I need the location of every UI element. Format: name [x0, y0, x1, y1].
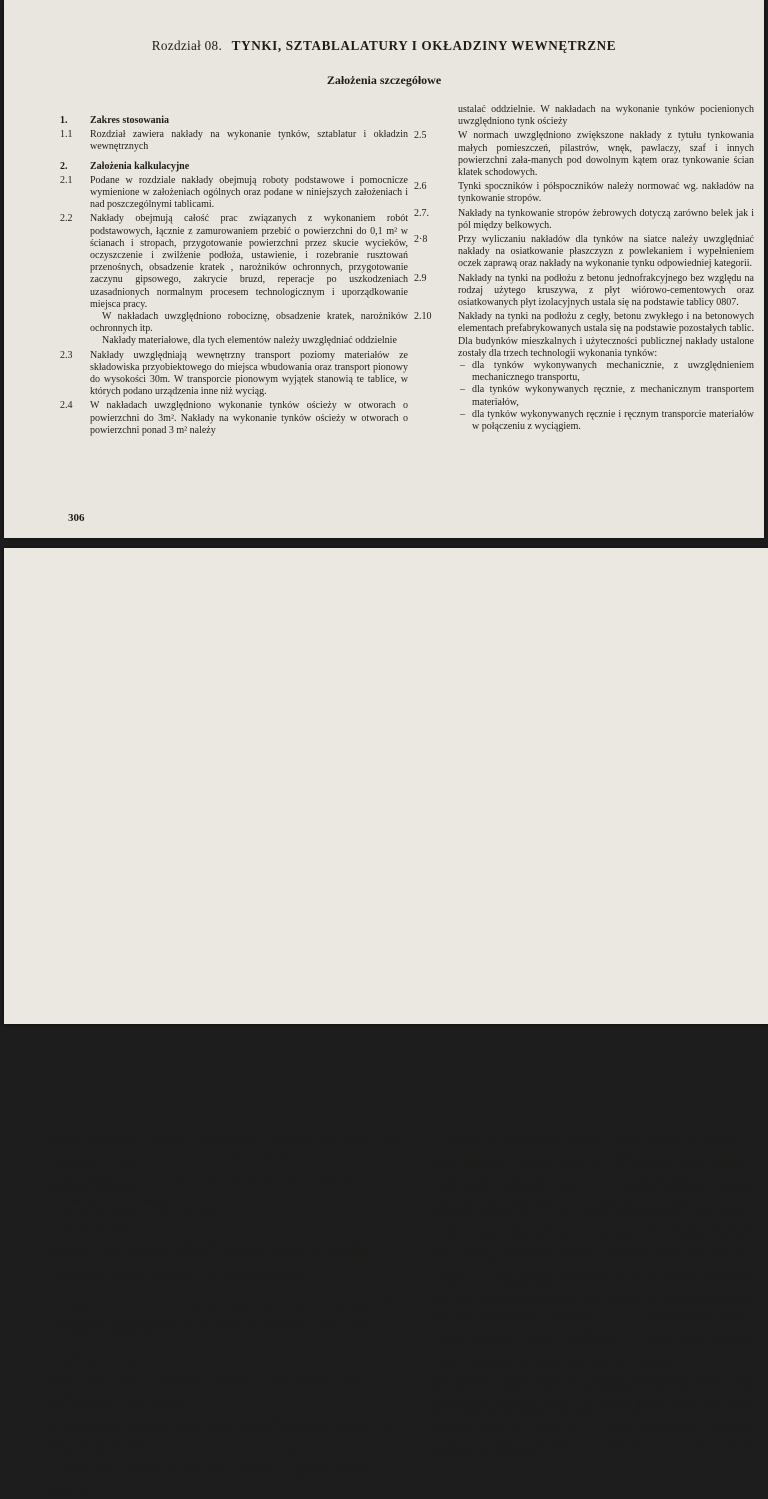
section-item — [20, 1135, 370, 1233]
section-item — [20, 1235, 370, 1284]
section-number: 2.6 — [414, 181, 427, 193]
section-item — [20, 1362, 370, 1447]
section-number: 4.4. — [384, 1295, 399, 1307]
section-number: 3. — [20, 1290, 28, 1302]
paragraph: Powierzchnie kolumn i półkolumn o przekroju okrągłym i owalnym oblicza się wg. opisanego prostokąta lub jego trzech boków w największym przekroju przez największą wysokość. — [50, 1411, 370, 1447]
section-item — [20, 1450, 370, 1499]
section-body — [458, 273, 754, 310]
section-body — [50, 1450, 370, 1499]
section-body — [50, 1290, 370, 1302]
dash-list — [50, 1196, 370, 1233]
section-body — [428, 1310, 756, 1371]
list-item: – dla tynków wykonywanych ręcznie i ręcznym transporcie materiałów w połączeniu z wyciągiem. — [458, 409, 754, 433]
list-item: – pompy do zapraw H = 30 m, do 3 m³/h, — [50, 1208, 370, 1220]
section-number: 2.7. — [414, 207, 429, 219]
section-body — [90, 213, 408, 347]
section-number: 2.4 — [60, 400, 73, 412]
section-number: 2.12. — [20, 1234, 40, 1246]
section-number: 2.1 — [60, 174, 73, 186]
section-text: Przy wyliczaniu nakładów dla tynków na siatce należy uwzględniać nakłady na osiatkowanie płaszczyzn z powlekaniem i wypełnieniem oczek zaprawą oraz nakłady na wykonanie tynku odpowiedniej kategorii. — [458, 234, 754, 270]
section-text: Szczegółowe wymagania w zakresie wykonania tynków i okładzin wewnętrznych podają aktualne Warunki techniczne wykonania i odbioru robót budowlano-montażowych. — [50, 1304, 370, 1341]
section-text: Tynki spoczników i półspoczników należy normować wg. nakładów na tynkowanie stropów. — [458, 181, 754, 205]
section-item — [414, 273, 754, 310]
section-body — [90, 400, 408, 437]
section-text: W nakładach uwzględniono wykonanie tynków ościeży w otworach o powierzchni do 3m². Nakłady na wykonanie tynków ościeży w otworach o powierzchni ponad 3 m² należy — [90, 400, 408, 436]
section-number: 2.5 — [414, 130, 427, 142]
section-body — [428, 1424, 756, 1461]
section-item — [384, 1310, 756, 1371]
top-left-column — [60, 115, 408, 437]
section-text: Tynki ścianek na siatce oblicza się w metrach kwadratowych. Jeżeli grubość szkieletu nie przekracza 20 mm, powierzchnie tynku przyjmuje się jak jednostronną powierzchnię ścianki. Przy większej grubości każdą stronę ścianki należy normować jak ściankę tynkowaną jednostronnie. — [428, 1372, 756, 1421]
section-text: Rozdział zawiera nakłady na wykonanie tynków, sztablatur i okładzin wewnętrznych — [90, 129, 408, 153]
section-item — [414, 130, 754, 179]
section-item — [414, 104, 754, 128]
section-item — [384, 1424, 756, 1461]
section-text: Nakłady przewidują do transportu mechanicznego materiałów zastosowanie przy tynkowaniu budynków do 8 kondygnacji agregatów tynkarskich o wydajności 1,1-3m³/h. — [50, 1135, 370, 1171]
section-body — [90, 129, 408, 153]
section-subtitle: Założenia szczegółowe — [326, 73, 442, 87]
list-item: – pompy do zapraw H = 30 m, do 6 m³/h. — [50, 1220, 370, 1232]
section-item — [414, 234, 754, 271]
section-body — [50, 1135, 370, 1233]
bottom-page — [4, 548, 768, 1498]
section-text: Z nakładów na powierzchnie tynków i gładzi potrąca się nakłady na powierzchnie nieotynkowane, powierzchnie ciągnione lub obróbek kamiennych i innych, jeżeli każda z nich jest większa niż 1 m². Potrąca się również nakłady na otwory o powierzchni ponad 1 m², jeżeli ościeża ich są nieotynkowane — [428, 1135, 756, 1183]
section-text: Założenia kalkulacyjne — [90, 160, 190, 172]
section-number: 2.9 — [414, 272, 427, 284]
section-number: 4.5. — [384, 1309, 399, 1321]
paragraph: Otwory w obramowaniach ciągnionych oblicza się według zewnętrznych wymiarów obrysu obramowania. — [428, 1269, 756, 1293]
section-number: 1.1 — [60, 129, 73, 141]
section-text: Nakłady na tynkowanie stropów żebrowych dotyczą zarówno belek jak i pól między belkowych. — [458, 207, 754, 231]
paragraph: Złącza, niezależnie od rodzaju złącza, liczy się w sztukach. — [440, 1358, 677, 1370]
paragraph: Dla budynków do 16 kondygnacji przewidziane jest użycie następujących zestawów tynkarskich: — [50, 1171, 370, 1195]
section-text: Podane w rozdziale nakłady obejmują roboty podstawowe i pomocnicze wymienione w założeniach ogólnych oraz podane w niniejszych założeniach i nad poszczególnymi tablicami. — [90, 174, 408, 211]
bottom-left-column — [20, 1133, 370, 1499]
section-body — [90, 350, 408, 399]
section-heading — [20, 1348, 370, 1360]
chapter-name: TYNKI, SZTABLALATURY I OKŁADZINY WEWNĘTRZNE — [231, 38, 617, 53]
section-text: W normach uwzględniono zwiększone nakłady z tytułu tynkowania małych pomieszczeń, pilastrów, wnęk, pawlaczy, szaf i innych powierzchni zała-manych pod dowolnym kątem oraz tynkowanie ścian klatek schodowych. — [458, 130, 754, 179]
paragraph: Nakłady materiałowe, dla tych elementów należy uwzględniać oddzielnie — [102, 335, 397, 347]
section-number — [414, 104, 458, 128]
section-body — [458, 234, 754, 271]
section-body — [458, 311, 754, 433]
section-body — [428, 1135, 756, 1294]
section-item — [60, 175, 408, 212]
section-text: Nakłady na tynki na podłożu z betonu jednofrakcyjnego bez względu na rodzaj użytego kruszywa, z płyt wiórowo-cementowych oraz osiatkowanych płyt izolacyjnych ustala się na podstawie tablicy 0807. — [458, 272, 754, 309]
section-heading — [20, 1290, 370, 1302]
section-number: 1. — [60, 115, 68, 126]
section-body — [50, 1362, 370, 1447]
section-number: 4. — [20, 1348, 28, 1360]
section-number: 2.10 — [414, 311, 432, 323]
section-body — [458, 181, 754, 205]
section-item — [60, 213, 408, 347]
section-number: 2.2 — [60, 213, 73, 225]
paragraph: Bonie prostokątne o szerokości większej niż 2 cm należy zaliczać do profilów ciągnionych. — [428, 1334, 756, 1358]
section-text: Zasady przedmiarowania — [50, 1348, 159, 1360]
section-body — [50, 1235, 370, 1284]
section-item — [60, 129, 408, 153]
section-body — [50, 1348, 370, 1360]
section-body — [90, 161, 408, 173]
section-item — [414, 311, 754, 433]
section-text: Tynki i gładzie oblicza się w metrach kwadratowych jako iloczyn długości ścian w stanie surowym i wysokości mierzonej od czystej podłogi do spodu stropu. Powierzchnie pilastrów i słupów oblicza się w rozwinięciu powierzchni tych elementów w stanie surowym. — [50, 1362, 370, 1411]
section-text: Bonie ścian prostokątnych o szerokości do 2 cm na powierzchniach prostych i łukowych oblicza się w metrach ich długości. — [428, 1309, 756, 1334]
section-number: 4.6. — [384, 1372, 399, 1384]
section-item — [384, 1135, 756, 1294]
section-number — [20, 1305, 50, 1342]
section-text: Nakłady obejmują całość prac związanych z wykonaniem robót podstawowych, łącznie z zamurowaniem przebić o powierzchni do 0,1 m² w ścianach i stropach, przygotowanie powierzchni przez skucie wycieków, oczyszczenie i zwilżenie podłoża, ustawienie, i rozebranie rusztowań przenośnych, obsadzenie kratek , narożników ochronnych, przygotowanie zaczynu gipsowego, zakrycie bruzd, reperacje po uszkodzeniach uzasadnionych normalnym procesem technologicznym i uporządkowanie miejsca pracy. — [90, 213, 408, 310]
section-number: 2·8 — [414, 234, 428, 246]
section-body — [458, 104, 754, 128]
paragraph: W nakładach uwzględniono robociznę, obsadzenie kratek, narożników ochronnych itp. — [90, 311, 408, 335]
section-item — [414, 208, 754, 232]
section-body — [428, 1296, 756, 1308]
section-text: Siatkowanie na gotowej konstrukcji nośnej oblicza się w metrach kwadratowych. — [428, 1295, 754, 1307]
section-text: Sztablatury płaszczyzn oblicza się w metrach kwadratowych powierzchni pokrytych sztablaturą w rozwinięciu. Z powierzchni sztablatur nie potrąca się powierzchni nie pokrytych — [428, 1423, 756, 1460]
section-item — [384, 1373, 756, 1422]
section-body — [90, 175, 408, 212]
top-page — [4, 0, 764, 538]
list-item: – dla tynków wykonywanych mechanicznie, z uwzględnieniem mechanicznego transportu, — [458, 360, 754, 384]
chapter-title — [4, 38, 764, 54]
dash-list — [458, 360, 754, 433]
section-item — [384, 1296, 756, 1308]
section-text: Zakres stosowania — [90, 115, 169, 126]
top-right-column — [414, 102, 754, 433]
section-body — [90, 115, 408, 127]
section-item — [60, 400, 408, 437]
section-number: 4.1. — [20, 1362, 35, 1374]
section-body — [428, 1373, 756, 1422]
section-number: 2. — [60, 160, 68, 172]
section-text: Nakłady na tynki na podłożu z cegły, betonu zwykłego i na betonowych elementach prefabrykowanych ustala się na podstawie pozostałych tablic. Dla budynków mieszkalnych i użyteczności publicznej nakłady ustalone zostały dla trzech technologii wykonania tynków: — [458, 311, 754, 359]
section-number: 42. — [20, 1449, 33, 1461]
list-item: – wibrosita z mieszalnikiem, — [50, 1196, 370, 1208]
section-number: 2.1 l — [20, 1135, 38, 1146]
section-heading — [60, 115, 408, 127]
section-number: 4.3. — [384, 1135, 399, 1146]
section-text: Nakłady uwzględniają wewnętrzny transport poziomy materiałów ze składowiska przyobiektowego do miejsca wbudowania oraz transport pionowy do wysokości 30m. W transporcie pionowym wyjątek stanowią te tablice, w których podano urządzenia inne niż wyciąg. — [90, 349, 408, 398]
section-heading — [60, 161, 408, 173]
section-number: 2.3 — [60, 349, 73, 361]
section-text: ustalać oddzielnie. W nakładach na wykonanie tynków pocienionych uwzględniono tynk ościeży — [458, 104, 754, 128]
section-text: Warunki techniczne — [50, 1290, 136, 1302]
list-item: – dla tynków wykonywanych ręcznie, z mechanicznym transportem materiałów, — [458, 384, 754, 408]
section-body — [50, 1305, 370, 1342]
section-item — [20, 1305, 370, 1342]
chapter-number: Rozdział 08. — [151, 38, 223, 53]
page-number: 306 — [68, 512, 85, 524]
section-item — [60, 350, 408, 399]
paragraph: oraz otwory o powierzchni ponad 3 m². Z powierzchni tynków nie odlicza się powierzchni nie-otynkowanych lub ciągnionych mniejszych niż 1m² i powierzchni otworów do 3 m², jeżeli ościeża ich są tynkowane. Tynki ościeży w otworach o powie-rzchni ponad 3 m² oblicza się jako iloczyn jednokrotnej długości ościeża, mierzonej w świetle oście-żnicy, przez szerokość ościeża w stanie surowym. Powierzchnie otworów oblicza się w świetle oscie-żnicy lub w świetle muru, jeżeli otwory są bez ościeżnicy. — [428, 1183, 756, 1269]
section-text: Nakłady dla sztablatur nie uwzględniają robót i materiałów na wykonanie podkładów oraz obsadzenie drobnych elementów. Nakłady na wykonanie podkładów oraz obsadzenie drobnych elementów należy normować oddzielnie według tablic nakładów dla tynków wewnętrznych IV kategorii. — [50, 1234, 370, 1283]
bottom-right-column — [384, 1133, 756, 1460]
section-item — [414, 181, 754, 205]
section-number: 4.7. — [384, 1423, 399, 1435]
section-body — [458, 130, 754, 179]
section-text: Tynki i gładzie stropów płaskich oblicza się w metrach kwadratowych ich rzutu w świetle ścian surowych na płaszczyznę poziomą. Powierzchnie stropów żebrowych i kasetonowych oblicza się w rozwinięciu według wymiarów w stanie suro- — [50, 1449, 370, 1498]
section-body — [458, 208, 754, 232]
